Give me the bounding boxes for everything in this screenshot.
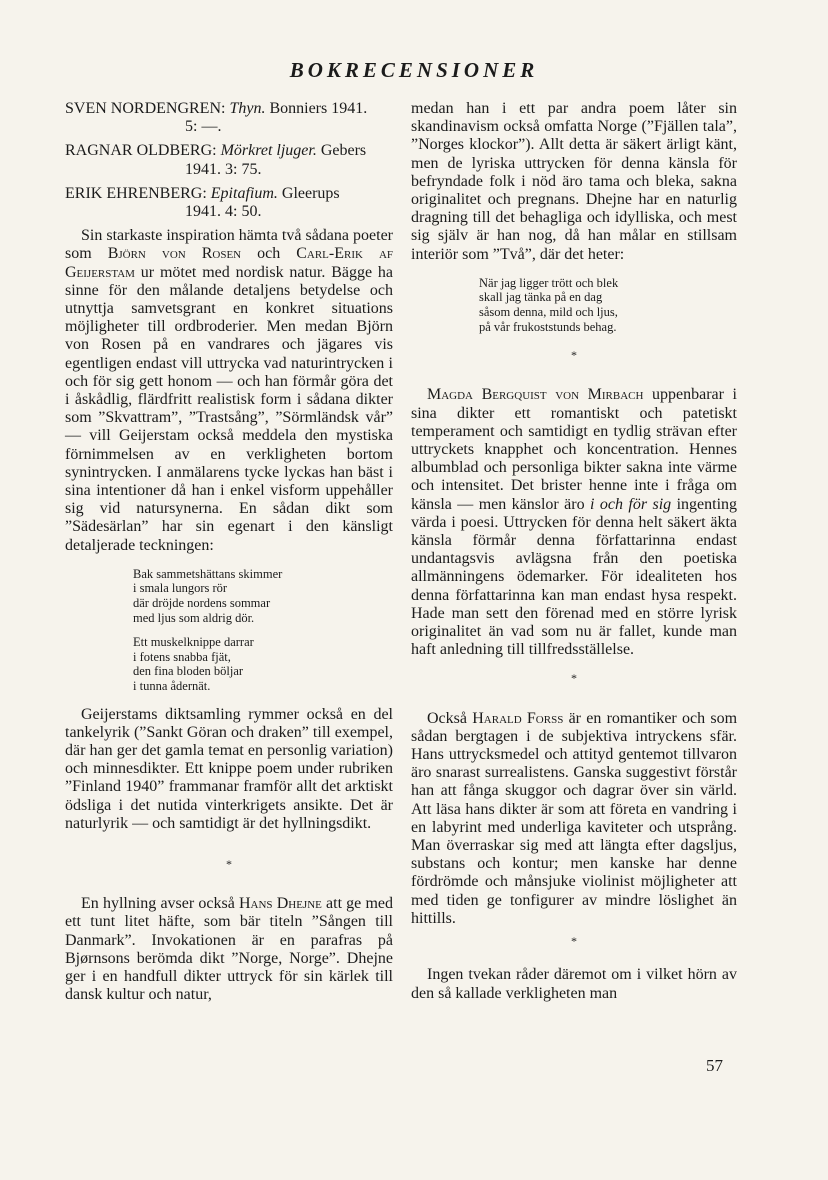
section-separator: * bbox=[226, 857, 232, 872]
review-paragraph: medan han i ett par andra poem låter sin skandinavism också omfatta Norge (”Fjällen tala”, ”Norges klockor”). Allt detta är säkert ärligt känt, men de lyriska uttrycken för denna känsla för befryndade folk i nöd äro tama och bleka, sakna originalitet och pregnans. Dhejne har en naturlig dragning till det behagliga och idylliska, och mest sig själv är han nog, då han målar en stillsam interiör som ”Två”, där det heter: bbox=[411, 100, 737, 263]
price: 1941. 4: 50. bbox=[185, 203, 262, 221]
poem-line: såsom denna, mild och ljus, bbox=[479, 305, 618, 320]
author-name: RAGNAR OLDBERG: bbox=[65, 142, 217, 160]
poem-line: Ett muskelknippe darrar bbox=[133, 635, 254, 650]
book-title: Mörkret ljuger. bbox=[220, 142, 317, 160]
biblio-entry bbox=[65, 185, 393, 221]
section-separator: * bbox=[571, 348, 577, 363]
biblio-entry bbox=[65, 142, 393, 178]
publisher: Gleerups bbox=[281, 184, 340, 202]
review-paragraph: Också Harald Forss är en romantiker och som sådan bergtagen i de subjektiva intryckens sfär. Hans uttrycksmedel och attityd gentemot tillvaron äro snarast surrealistens. Ganska suggestivt förstår han att fånga skuggor och dagrar över sin värld. Att läsa hans dikter är som att företa en vandring i en labyrint med underliga kaviteter och utsprång. Man överraskar sig med att längta efter dagsljus, substans och kontur; men kanske har denne fördrömde och månsjuke violinist möjligheter att med tiden ge tonfigurer av mindre löslighet än hittills. bbox=[411, 709, 738, 927]
right-column bbox=[411, 100, 737, 1003]
publisher: Gebers bbox=[320, 142, 367, 160]
poem-line: med ljus som aldrig dör. bbox=[133, 610, 255, 625]
review-paragraph: Ingen tvekan råder däremot om i vilket hörn av den så kallade verkligheten man bbox=[411, 966, 737, 1002]
poem-line: i smala lungors rör bbox=[133, 581, 228, 596]
poem-line: När jag ligger trött och blek bbox=[479, 275, 619, 290]
price: 5: —. bbox=[185, 118, 222, 136]
publisher: Bonniers 1941. bbox=[269, 100, 368, 117]
poet-name: Carl-Erik af Geijerstam bbox=[65, 245, 394, 281]
poet-name: Björn von Rosen bbox=[107, 245, 242, 263]
poem-line: på vår frukoststunds behag. bbox=[479, 319, 617, 334]
review-paragraph: En hyllning avser också Hans Dhejne att ge med ett tunt litet häfte, som bär titeln ”Sången till Danmark”. Invokationen är en parafras på Bjørnsons berömda dikt ”Norge, Norge”. Dhejne ger i en handfull dikter uttryck för sin kärlek till dansk kultur och natur, bbox=[65, 895, 393, 1004]
book-title: Thyn. bbox=[229, 100, 266, 117]
author-name: ERIK EHRENBERG: bbox=[65, 184, 207, 202]
poet-name: Harald Forss bbox=[472, 709, 564, 727]
poem-line: skall jag tänka på en dag bbox=[479, 290, 603, 305]
poem-line: där dröjde nordens sommar bbox=[133, 596, 271, 611]
left-column bbox=[65, 100, 393, 1004]
poem-stanza bbox=[133, 635, 393, 693]
emphasis: i och för sig bbox=[590, 495, 672, 513]
review-paragraph: Magda Bergquist von Mirbach uppenbarar i sina dikter ett romantiskt och patetiskt temperament och samtidigt en tydlig strävan efter uttryckets knapphet och koncentration. Hennes albumblad och personliga bikter sakna inte värme och intensitet. Det brister henne inte i fråga om känsla — men känslor äro i och för sig ingenting värda i poesi. Uttrycken för denna helt säkert äkta känsla förmår denna författarinna endast undantagsvis avlägsna från den poetiska allmänningens ödemarker. För idealiteten hos denna författarinna kan man endast hysa respekt. Hade man sett den förenad med en större lyrisk originalitet än vad som nu är fallet, kunde man haft anledning till tillfredsställelse. bbox=[411, 386, 738, 659]
section-separator: * bbox=[571, 671, 577, 686]
page-title: BOKRECENSIONER bbox=[289, 58, 539, 82]
poem-quote bbox=[479, 276, 737, 334]
poet-name: Hans Dhejne bbox=[238, 895, 322, 913]
section-separator: * bbox=[571, 934, 577, 949]
review-paragraph: Sin starkaste inspiration hämta två sådana poeter som Björn von Rosen och Carl-Erik af Geijerstam ur mötet med nordisk natur. Bägge ha sinne för den målande detaljens betydelse och utnyttja samvetsgrant en konkret situations möjligheter till ordbroderier. Men medan Björn von Rosen på en vandrares och jägares vis egentligen endast vill uttrycka vad naturintrycken i och för sig gett honom — och han förmår göra det i åskådlig, flärdfritt realistisk form i sådana dikter som ”Skvattram”, ”Trastsång”, ”Sörmländsk vår” — vill Geijerstam också meddela den mystiska förnimmelsen av en verkligheten bortom synintrycken. I anmälarens tycke lyckas han bäst i sina intentioner då han i enkel visform uppehåller sig vid natursynerna. En sådan dikt som ”Sädesärlan” har sin egenart i den känsligt detaljerade teckningen: bbox=[65, 227, 394, 554]
book-title: Epitafium. bbox=[210, 184, 278, 202]
author-name: SVEN NORDENGREN: bbox=[65, 100, 226, 117]
poem-line: i tunna ådernät. bbox=[133, 679, 211, 694]
poet-name: Magda Bergquist von Mirbach bbox=[427, 386, 644, 404]
biblio-entry bbox=[65, 100, 393, 136]
price: 1941. 3: 75. bbox=[185, 160, 262, 178]
poem-quote bbox=[133, 567, 393, 694]
review-paragraph: Geijerstams diktsamling rymmer också en del tankelyrik (”Sankt Göran och draken” till exempel, där han ger det gamla temat en personlig variation) och minnesdikter. Ett knippe poem under rubriken ”Finland 1940” frammanar framför allt det arktiskt ödsliga i det nutida vinterkrigets ansikte. Det är naturlyrik — och samtidigt är det hyllningsdikt. bbox=[65, 705, 393, 832]
page-number: 57 bbox=[706, 1056, 723, 1075]
poem-stanza bbox=[133, 567, 393, 625]
poem-line: Bak sammetshättans skimmer bbox=[133, 566, 283, 581]
poem-line: i fotens snabba fjät, bbox=[133, 649, 231, 664]
poem-line: den fina bloden böljar bbox=[133, 664, 244, 679]
